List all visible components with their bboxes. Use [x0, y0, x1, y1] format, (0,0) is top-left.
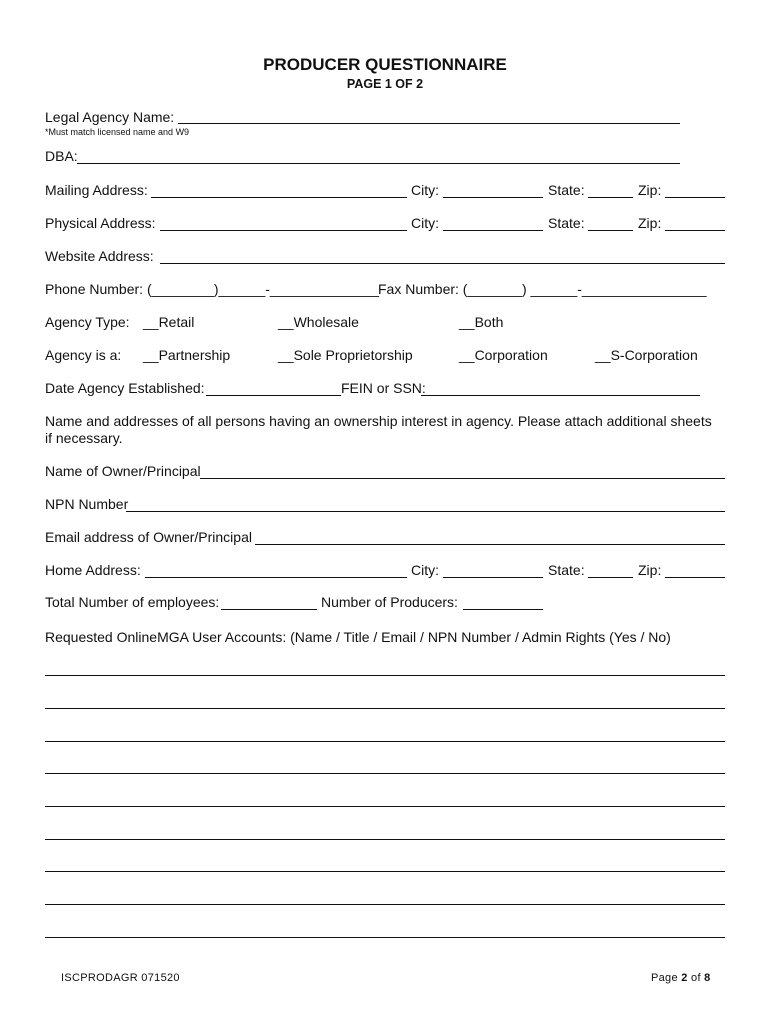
ownership-paragraph: Name and addresses of all persons having an ownership interest in agency. Please attach additional sheets: [45, 413, 712, 429]
agency-type-label: Agency Type:: [45, 314, 130, 330]
dba-field[interactable]: [77, 163, 680, 164]
home-city-label: City:: [411, 562, 439, 578]
date-established-label: Date Agency Established:: [45, 380, 205, 396]
page-mid: of: [687, 972, 705, 984]
number-of-producers-label: Number of Producers:: [321, 594, 458, 610]
mailing-address-field[interactable]: [151, 197, 407, 198]
page-prefix: Page: [651, 972, 682, 984]
owner-email-label: Email address of Owner/Principal: [45, 529, 252, 545]
owner-name-label: Name of Owner/Principal: [45, 463, 201, 479]
account-entry-line[interactable]: [45, 904, 725, 905]
account-entry-line[interactable]: [45, 773, 725, 774]
home-address-field[interactable]: [145, 577, 407, 578]
physical-address-field[interactable]: [160, 230, 407, 231]
physical-city-label: City:: [411, 215, 439, 231]
page-current: 2: [681, 972, 688, 984]
account-entry-line[interactable]: [45, 675, 725, 676]
physical-zip-field[interactable]: [665, 230, 725, 231]
home-zip-field[interactable]: [665, 577, 725, 578]
account-entry-line[interactable]: [45, 806, 725, 807]
physical-address-label: Physical Address:: [45, 215, 156, 231]
physical-state-field[interactable]: [588, 230, 633, 231]
agency-type-retail-option[interactable]: __Retail: [143, 314, 195, 330]
agency-corporation-option[interactable]: __Corporation: [459, 347, 548, 363]
page-number: [651, 972, 711, 984]
mailing-zip-label: Zip:: [638, 182, 662, 198]
mailing-zip-field[interactable]: [665, 197, 725, 198]
mailing-state-label: State:: [548, 182, 585, 198]
agency-partnership-option[interactable]: __Partnership: [143, 347, 231, 363]
legal-agency-name-label: Legal Agency Name:: [45, 109, 175, 125]
account-entry-line[interactable]: [45, 708, 725, 709]
date-established-field[interactable]: [206, 395, 341, 396]
legal-agency-note: *Must match licensed name and W9: [45, 127, 190, 137]
number-of-producers-field[interactable]: [463, 609, 543, 610]
agency-type-both-option[interactable]: __Both: [459, 314, 504, 330]
agency-is-a-label: Agency is a:: [45, 347, 122, 363]
mailing-city-field[interactable]: [443, 197, 543, 198]
fein-ssn-label: FEIN or SSN:: [341, 380, 426, 396]
owner-name-field[interactable]: [200, 478, 725, 479]
legal-agency-name-field[interactable]: [178, 123, 680, 124]
home-state-field[interactable]: [588, 577, 633, 578]
page-total: 8: [704, 972, 711, 984]
account-entry-line[interactable]: [45, 839, 725, 840]
physical-city-field[interactable]: [443, 230, 543, 231]
npn-number-field[interactable]: [126, 511, 725, 512]
agency-sole-proprietorship-option[interactable]: __Sole Proprietorship: [278, 347, 413, 363]
ownership-paragraph-cont: if necessary.: [45, 430, 123, 446]
account-entry-line[interactable]: [45, 871, 725, 872]
home-state-label: State:: [548, 562, 585, 578]
website-address-label: Website Address:: [45, 248, 154, 264]
total-employees-field[interactable]: [221, 609, 317, 610]
requested-accounts-label: Requested OnlineMGA User Accounts: (Name / Title / Email / NPN Number / Admin Rights (Yes / No): [45, 629, 671, 645]
mailing-city-label: City:: [411, 182, 439, 198]
phone-number-field[interactable]: Phone Number: (________)______-______________: [45, 281, 379, 297]
website-address-field[interactable]: [160, 263, 725, 264]
fax-number-field[interactable]: Fax Number: (_______) ______-________________: [378, 281, 707, 297]
home-city-field[interactable]: [443, 577, 543, 578]
agency-s-corporation-option[interactable]: __S-Corporation: [595, 347, 698, 363]
page-subtitle: PAGE 1 OF 2: [346, 77, 424, 91]
npn-number-label: NPN Number: [45, 496, 129, 512]
mailing-state-field[interactable]: [588, 197, 633, 198]
home-address-label: Home Address:: [45, 562, 141, 578]
account-entry-line[interactable]: [45, 937, 725, 938]
page-title: PRODUCER QUESTIONNAIRE: [263, 55, 507, 74]
physical-state-label: State:: [548, 215, 585, 231]
account-entry-line[interactable]: [45, 741, 725, 742]
owner-email-field[interactable]: [255, 544, 725, 545]
form-code: ISCPRODAGR 071520: [61, 972, 180, 984]
dba-label: DBA:: [45, 148, 78, 164]
agency-type-wholesale-option[interactable]: __Wholesale: [278, 314, 359, 330]
mailing-address-label: Mailing Address:: [45, 182, 148, 198]
total-employees-label: Total Number of employees:: [45, 594, 220, 610]
fein-ssn-field[interactable]: [421, 395, 700, 396]
home-zip-label: Zip:: [638, 562, 662, 578]
physical-zip-label: Zip:: [638, 215, 662, 231]
